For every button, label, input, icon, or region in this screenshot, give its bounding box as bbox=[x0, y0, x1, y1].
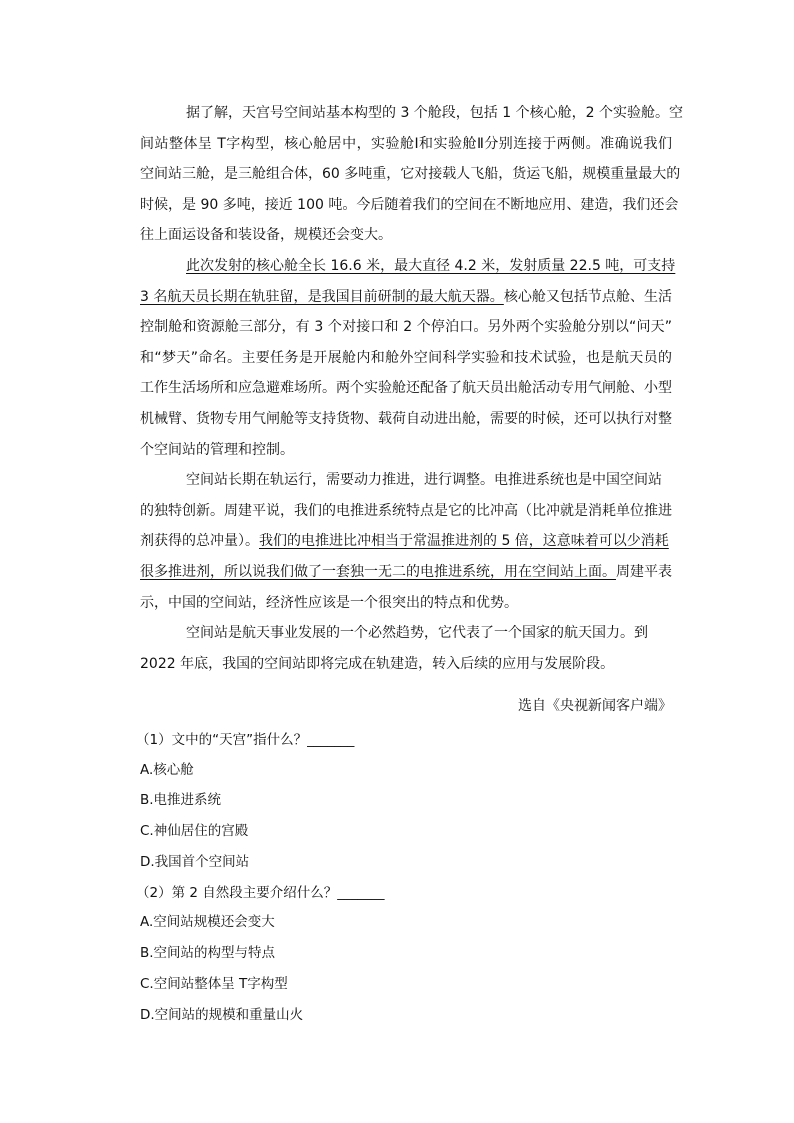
passage-line bbox=[140, 225, 672, 245]
text-segment: 个空间站的管理和控制。 bbox=[140, 441, 294, 458]
answer-option[interactable]: B.空间站的构型与特点 bbox=[140, 945, 276, 961]
passage-line bbox=[140, 501, 672, 521]
answer-option[interactable]: A.核心舱 bbox=[140, 761, 194, 778]
passage-line bbox=[186, 103, 683, 123]
passage-line bbox=[140, 287, 672, 307]
text-segment: 往上面运设备和装设备，规模还会变大。 bbox=[140, 227, 392, 244]
text-segment: 间站整体呈 T字构型，核心舱居中，实验舱Ⅰ和实验舱Ⅱ分别连接于两侧。准确说我们 bbox=[140, 135, 672, 152]
underlined-text: 3 名航天员长期在轨驻留，是我国目前研制的最大航天器。 bbox=[140, 288, 504, 305]
answer-option[interactable]: B.电推进系统 bbox=[140, 792, 222, 809]
passage-line bbox=[140, 409, 672, 429]
passage-line bbox=[140, 164, 681, 184]
passage-line bbox=[140, 348, 672, 368]
text-segment: 控制舱和资源舱三部分，有 3 个对接口和 2 个停泊口。另外两个实验舱分别以“问天” bbox=[140, 319, 672, 336]
passage-line bbox=[140, 531, 672, 551]
passage-line bbox=[140, 440, 672, 460]
answer-option[interactable]: C.空间站整体呈 T字构型 bbox=[140, 975, 288, 992]
text-segment: 周建平表 bbox=[616, 564, 672, 580]
text-segment: 2022 年底，我国的空间站即将完成在轨建造，转入后续的应用与发展阶段。 bbox=[140, 655, 615, 672]
passage-line bbox=[140, 562, 672, 582]
text-segment: 核心舱又包括节点舱、生活 bbox=[503, 288, 673, 305]
text-segment: 和“梦天”命名。主要任务是开展舱内和舱外空间科学实验和技术试验，也是航天员的 bbox=[140, 349, 672, 366]
passage-line bbox=[140, 195, 679, 215]
passage-line bbox=[140, 134, 672, 154]
passage-line bbox=[186, 623, 672, 643]
question-stem: （1）文中的“天宫”指什么？_______ bbox=[136, 732, 355, 748]
underlined-text: 此次发射的核心舱全长 16.6 米，最大直径 4.2 米，发射质量 22.5 吨，可支持 bbox=[186, 258, 676, 274]
text-segment: 空间站长期在轨运行，需要动力推进，进行调整。电推进系统也是中国空间站 bbox=[186, 472, 662, 489]
underlined-text: 很多推进剂，所以说我们做了一套独一无二的电推进系统，用在空间站上面。 bbox=[140, 564, 616, 580]
answer-option[interactable]: C.神仙居住的宫殿 bbox=[140, 823, 249, 840]
text-segment: 空间站是航天事业发展的一个必然趋势，它代表了一个国家的航天国力。到 bbox=[186, 625, 648, 642]
underlined-text: 我们的电推进比冲相当于常温推进剂的 5 倍，这意味着可以少消耗 bbox=[259, 533, 669, 550]
passage-line bbox=[186, 470, 672, 490]
text-segment: 据了解，天宫号空间站基本构型的 3 个舱段，包括 1 个核心舱，2 个实验舱。空 bbox=[186, 105, 683, 121]
answer-option[interactable]: A.空间站规模还会变大 bbox=[140, 914, 275, 931]
passage-line bbox=[140, 654, 672, 674]
passage-line bbox=[140, 317, 672, 337]
passage-line bbox=[140, 378, 672, 398]
answer-option[interactable]: D.空间站的规模和重量山火 bbox=[140, 1006, 304, 1023]
text-segment: 的独特创新。周建平说，我们的电推进系统特点是它的比冲高（比冲就是消耗单位推进 bbox=[140, 502, 672, 519]
text-segment: 空间站三舱，是三舱组合体，60 多吨重，它对接载人飞船，货运飞船，规模重量最大的 bbox=[140, 166, 681, 183]
source-citation: 选自《央视新闻客户端》 bbox=[518, 698, 672, 714]
text-segment: 工作生活场所和应急避难场所。两个实验舱还配备了航天员出舱活动专用气闸舱、小型 bbox=[140, 380, 672, 397]
answer-option[interactable]: D.我国首个空间站 bbox=[140, 853, 250, 870]
question-stem: （2）第 2 自然段主要介绍什么？_______ bbox=[136, 884, 385, 901]
text-segment: 示，中国的空间站，经济性应该是一个很突出的特点和优势。 bbox=[140, 594, 518, 611]
passage-line bbox=[186, 256, 676, 276]
text-segment: 时候，是 90 多吨，接近 100 吨。今后随着我们的空间在不断地应用、建造，我们还会 bbox=[140, 196, 679, 213]
passage-line bbox=[140, 593, 672, 613]
text-segment: 机械臂、货物专用气闸舱等支持货物、载荷自动进出舱，需要的时候，还可以执行对整 bbox=[140, 411, 672, 427]
text-segment: 剂获得的总冲量）。 bbox=[140, 533, 259, 550]
